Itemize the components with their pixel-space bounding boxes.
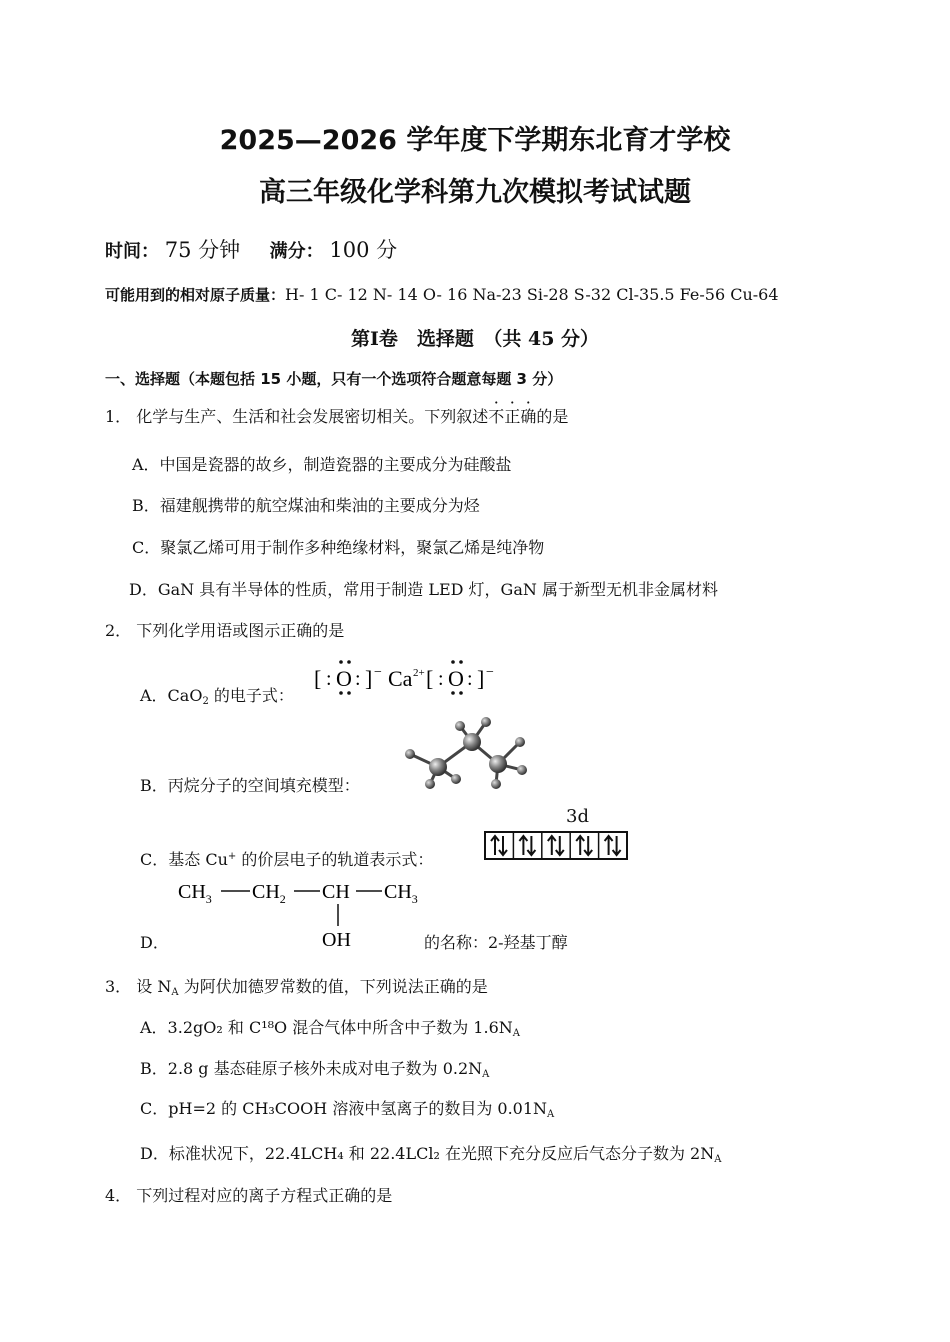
emphasis-char: 不 xyxy=(488,407,505,426)
time-value: 75 分钟 xyxy=(164,238,241,262)
subscript: A xyxy=(512,1028,520,1039)
atomic-masses xyxy=(105,284,779,305)
option-text-end: 的电子式： xyxy=(208,686,294,705)
score-label: 满分： xyxy=(269,241,324,262)
q2-option-a xyxy=(140,683,294,707)
q3-option-b xyxy=(140,1056,489,1080)
svg-text:−: − xyxy=(374,665,382,680)
struct-ch3-left: $CH_3$ xyxy=(178,881,212,906)
q3-option-d xyxy=(140,1141,721,1165)
q3-option-c xyxy=(140,1096,554,1120)
question-number: 1． xyxy=(105,407,132,426)
svg-text:−: − xyxy=(486,665,494,680)
struct-ch2: $CH_2$ xyxy=(252,881,286,906)
orbital-label-3d: 3d xyxy=(566,806,589,827)
subscript: 2 xyxy=(202,696,209,707)
butanol-structural-formula xyxy=(176,874,436,952)
svg-text:O: O xyxy=(336,666,352,691)
question-text: 下列化学用语或图示正确的是 xyxy=(136,621,345,640)
exam-title-line2: 高三年级化学科第九次模拟考试试题 xyxy=(259,177,691,208)
subscript: A xyxy=(171,987,179,998)
option-text: A．CaO xyxy=(140,686,203,705)
volume-title: 第Ⅰ卷 选择题 （共 45 分） xyxy=(350,328,600,350)
svg-text:Ca: Ca xyxy=(388,666,413,691)
question-1-stem xyxy=(105,404,568,427)
cao2-electron-formula xyxy=(312,652,512,698)
option-text: C．pH=2 的 CH₃COOH 溶液中氢离子的数目为 0.01N xyxy=(140,1099,548,1118)
part-title: 一、选择题（本题包括 15 小题，只有一个选项符合题意每题 3 分） xyxy=(105,370,563,388)
svg-text:2+: 2+ xyxy=(413,667,425,679)
svg-text::: : xyxy=(326,668,332,690)
option-text: A．3.2gO₂ 和 C¹⁸O 混合气体中所含中子数为 1.6N xyxy=(140,1018,513,1037)
svg-text:[: [ xyxy=(314,666,322,691)
svg-text::: : xyxy=(467,668,473,690)
svg-text:]: ] xyxy=(365,666,373,691)
question-text: 化学与生产、生活和社会发展密切相关。下列叙述 xyxy=(136,407,489,426)
q2-option-d-text: 的名称：2-羟基丁醇 xyxy=(424,933,568,952)
svg-text::: : xyxy=(355,668,361,690)
atomic-masses-label: 可能用到的相对原子质量： xyxy=(105,286,286,304)
atomic-masses-values: H- 1 C- 12 N- 14 O- 16 Na-23 Si-28 S-32 Cl-35.5 Fe-56 Cu-64 xyxy=(285,285,779,304)
q1-option-a: A．中国是瓷器的故乡，制造瓷器的主要成分为硅酸盐 xyxy=(132,455,512,474)
option-text: B．2.8 g 基态硅原子核外未成对电子数为 0.2N xyxy=(140,1059,483,1078)
subscript: A xyxy=(714,1154,722,1165)
emphasis-text xyxy=(488,407,536,426)
option-text: C．基态 Cu xyxy=(140,850,228,869)
question-text: 下列过程对应的离子方程式正确的是 xyxy=(136,1186,393,1205)
superscript: + xyxy=(227,851,237,862)
svg-text::: : xyxy=(438,668,444,690)
q2-option-d-label: D． xyxy=(140,933,169,952)
q2-option-b: B．丙烷分子的空间填充模型： xyxy=(140,776,360,795)
q1-option-d: D．GaN 具有半导体的性质，常用于制造 LED 灯，GaN 属于新型无机非金属材料 xyxy=(129,580,718,599)
question-text: 设 N xyxy=(136,977,172,996)
option-text: D．标准状况下，22.4LCH₄ 和 22.4LCl₂ 在光照下充分反应后气态分子数为 2N xyxy=(140,1144,715,1163)
orbital-diagram-3d xyxy=(484,831,630,861)
question-number: 2． xyxy=(105,621,132,640)
subscript: A xyxy=(482,1069,490,1080)
propane-space-filling-model xyxy=(400,712,540,792)
emphasis-char: 确 xyxy=(520,407,537,426)
q1-option-b: B．福建舰携带的航空煤油和柴油的主要成分为烃 xyxy=(132,496,480,515)
svg-text:]: ] xyxy=(477,666,485,691)
struct-ch: CH xyxy=(322,881,350,903)
question-text-end: 为阿伏加德罗常数的值，下列说法正确的是 xyxy=(178,977,488,996)
q3-option-a xyxy=(140,1015,520,1039)
struct-ch3-right: $CH_3$ xyxy=(384,881,418,906)
question-text-end: 的是 xyxy=(536,407,569,426)
exam-title-line1: 2025—2026 学年度下学期东北育才学校 xyxy=(219,125,731,156)
option-text-end: 的价层电子的轨道表示式： xyxy=(236,850,434,869)
time-label: 时间： xyxy=(105,241,159,262)
q1-option-c: C．聚氯乙烯可用于制作多种绝缘材料，聚氯乙烯是纯净物 xyxy=(132,538,545,557)
subscript: A xyxy=(547,1109,555,1120)
struct-oh: OH xyxy=(322,929,351,951)
question-3-stem xyxy=(105,974,488,998)
question-number: 3． xyxy=(105,977,132,996)
exam-time-score xyxy=(105,234,397,264)
svg-text:O: O xyxy=(448,666,464,691)
question-number: 4． xyxy=(105,1186,132,1205)
score-value: 100 分 xyxy=(329,238,398,262)
question-2-stem xyxy=(105,618,344,641)
q2-option-c xyxy=(140,847,433,870)
question-4-stem xyxy=(105,1183,392,1206)
svg-text:[: [ xyxy=(426,666,434,691)
emphasis-char: 正 xyxy=(504,407,521,426)
